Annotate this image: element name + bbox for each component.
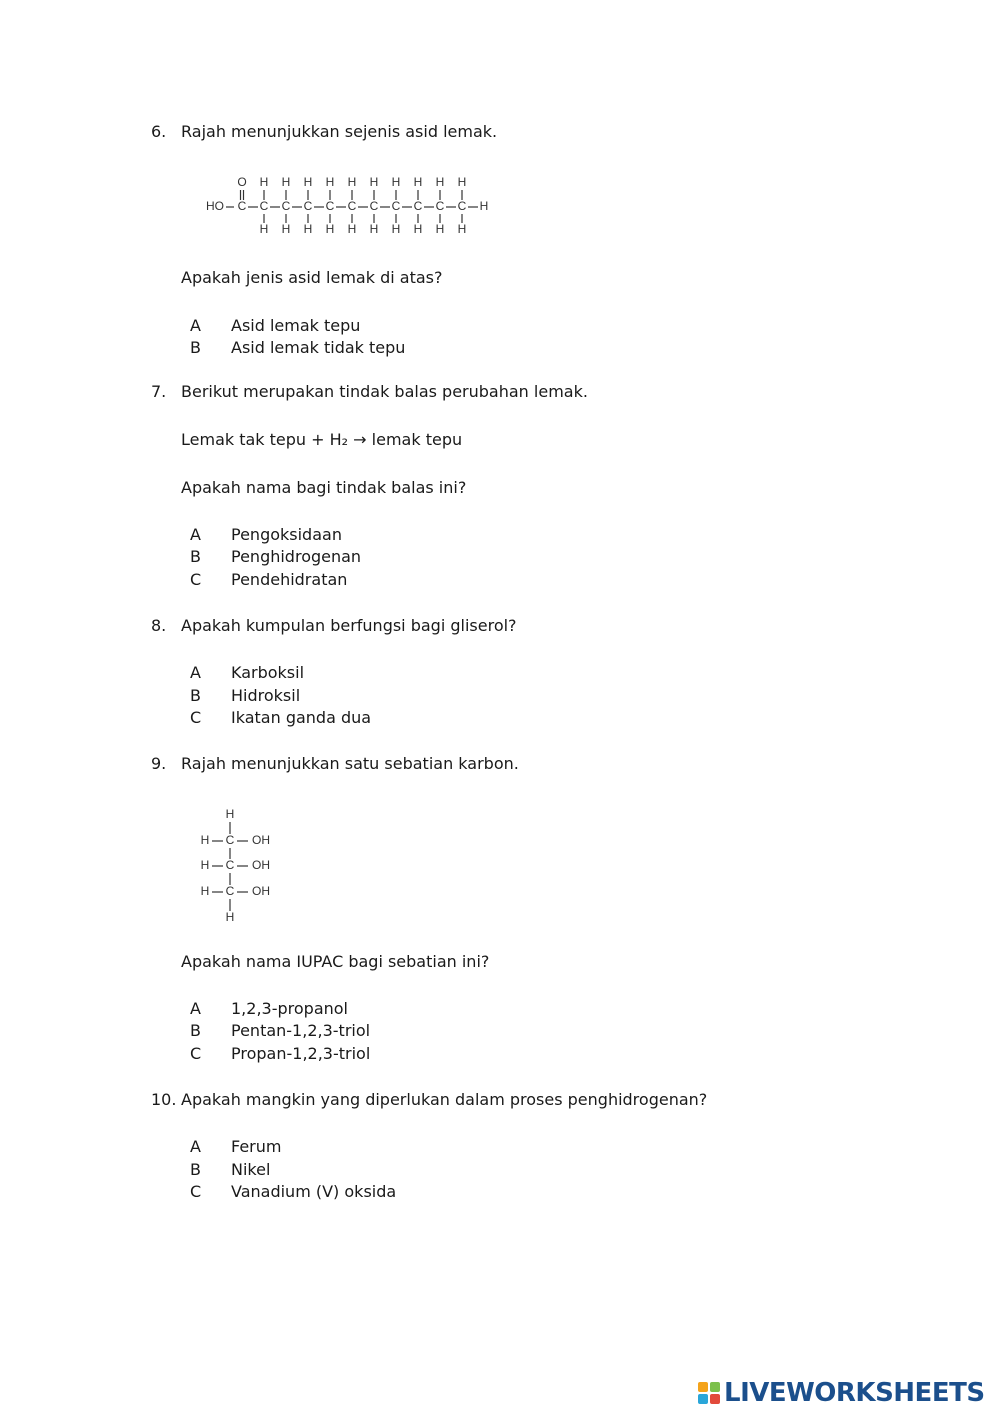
hydroxyl-group-label: OH (252, 884, 270, 899)
question-7-option-a[interactable]: Pengoksidaan (231, 525, 342, 544)
question-9-option-a[interactable]: 1,2,3-propanol (231, 999, 348, 1018)
hydrogen-atom-label: H (200, 884, 210, 899)
carbon-atom-label: C (259, 199, 269, 214)
question-9-option-a-letter: A (190, 999, 201, 1018)
hydrogen-atom-label: H (347, 222, 357, 237)
hydrogen-atom-label: H (225, 807, 235, 822)
question-8-option-b[interactable]: Hidroksil (231, 686, 301, 705)
question-10-option-c-letter: C (190, 1182, 202, 1201)
hydrogen-atom-label: H (200, 858, 210, 873)
question-9-option-c-letter: C (190, 1044, 202, 1063)
question-9-text: Rajah menunjukkan satu sebatian karbon. (181, 754, 519, 773)
question-9-option-b[interactable]: Pentan-1,2,3-triol (231, 1021, 371, 1040)
carbon-atom-label: C (325, 199, 335, 214)
question-10-text: Apakah mangkin yang diperlukan dalam proses penghidrogenan? (181, 1090, 708, 1109)
carbon-atom-label: C (281, 199, 291, 214)
question-9-number: 9. (151, 754, 167, 773)
hydrogen-atom-label: H (369, 175, 379, 190)
question-8-option-a[interactable]: Karboksil (231, 663, 305, 682)
carbon-atom-label: C (225, 833, 235, 848)
question-9-prompt: Apakah nama IUPAC bagi sebatian ini? (181, 952, 490, 971)
hydrogen-atom-label: H (259, 175, 269, 190)
question-8-option-b-letter: B (190, 686, 201, 705)
question-6-option-a[interactable]: Asid lemak tepu (231, 316, 361, 335)
liveworksheets-brand[interactable] (698, 1378, 985, 1408)
hydrogen-atom-label: H (303, 175, 313, 190)
hydroxyl-group-label: OH (252, 833, 270, 848)
hydrogen-atom-label: H (391, 222, 401, 237)
hydrogen-atom-label: H (281, 222, 291, 237)
question-10-option-a[interactable]: Ferum (231, 1137, 282, 1156)
hydrogen-atom-label: H (303, 222, 313, 237)
carbon-atom-label: C (369, 199, 379, 214)
question-8-option-c[interactable]: Ikatan ganda dua (231, 708, 372, 727)
question-10-number: 10. (151, 1090, 177, 1109)
question-10-option-c[interactable]: Vanadium (V) oksida (231, 1182, 397, 1201)
question-7-number: 7. (151, 382, 167, 401)
hydrogen-atom-label: H (457, 222, 467, 237)
question-10-option-b-letter: B (190, 1160, 201, 1179)
carbon-atom-label: C (457, 199, 467, 214)
hydrogen-atom-label: H (347, 175, 357, 190)
question-8-option-c-letter: C (190, 708, 202, 727)
hydrogen-atom-label: H (325, 222, 335, 237)
question-7-option-b[interactable]: Penghidrogenan (231, 547, 362, 566)
hydrogen-atom-label: H (259, 222, 269, 237)
hydrogen-atom-label: H (225, 910, 235, 925)
hydrogen-atom-label: H (479, 199, 489, 214)
fatty-acid-structure-diagram (200, 172, 500, 242)
question-7-option-a-letter: A (190, 525, 201, 544)
glycerol-structure-diagram (195, 805, 285, 930)
question-8-option-a-letter: A (190, 663, 201, 682)
question-6-prompt: Apakah jenis asid lemak di atas? (181, 268, 443, 287)
question-6-option-a-letter: A (190, 316, 201, 335)
carbon-atom-label: C (391, 199, 401, 214)
carbon-atom-label: C (237, 199, 247, 214)
hydrogen-atom-label: H (435, 222, 445, 237)
question-6-text: Rajah menunjukkan sejenis asid lemak. (181, 122, 498, 141)
question-7-equation: Lemak tak tepu + H₂ → lemak tepu (181, 430, 463, 449)
question-6-option-b-letter: B (190, 338, 201, 357)
hydrogen-atom-label: H (435, 175, 445, 190)
hydroxyl-group-label: OH (252, 858, 270, 873)
question-7-option-c[interactable]: Pendehidratan (231, 570, 348, 589)
hydrogen-atom-label: H (413, 175, 423, 190)
brand-name: LIVEWORKSHEETS (724, 1378, 985, 1408)
question-10-option-a-letter: A (190, 1137, 201, 1156)
hydrogen-atom-label: H (200, 833, 210, 848)
carbon-atom-label: C (435, 199, 445, 214)
hydrogen-atom-label: H (413, 222, 423, 237)
carbon-atom-label: C (225, 884, 235, 899)
hydrogen-atom-label: H (457, 175, 467, 190)
question-7-option-c-letter: C (190, 570, 202, 589)
question-7-prompt: Apakah nama bagi tindak balas ini? (181, 478, 467, 497)
hydrogen-atom-label: H (391, 175, 401, 190)
question-6-option-b[interactable]: Asid lemak tidak tepu (231, 338, 406, 357)
question-8-number: 8. (151, 616, 167, 635)
question-10-option-b[interactable]: Nikel (231, 1160, 271, 1179)
question-6-number: 6. (151, 122, 167, 141)
question-9-option-b-letter: B (190, 1021, 201, 1040)
carbon-atom-label: C (413, 199, 423, 214)
question-8-text: Apakah kumpulan berfungsi bagi gliserol? (181, 616, 517, 635)
question-9-option-c[interactable]: Propan-1,2,3-triol (231, 1044, 371, 1063)
hydrogen-atom-label: H (369, 222, 379, 237)
question-7-option-b-letter: B (190, 547, 201, 566)
hydrogen-atom-label: H (325, 175, 335, 190)
liveworksheets-logo-icon (698, 1382, 720, 1404)
question-7-text: Berikut merupakan tindak balas perubahan lemak. (181, 382, 588, 401)
oxygen-atom-label: O (237, 175, 247, 190)
ho-group-label: HO (206, 199, 224, 214)
carbon-atom-label: C (347, 199, 357, 214)
carbon-atom-label: C (303, 199, 313, 214)
hydrogen-atom-label: H (281, 175, 291, 190)
carbon-atom-label: C (225, 858, 235, 873)
